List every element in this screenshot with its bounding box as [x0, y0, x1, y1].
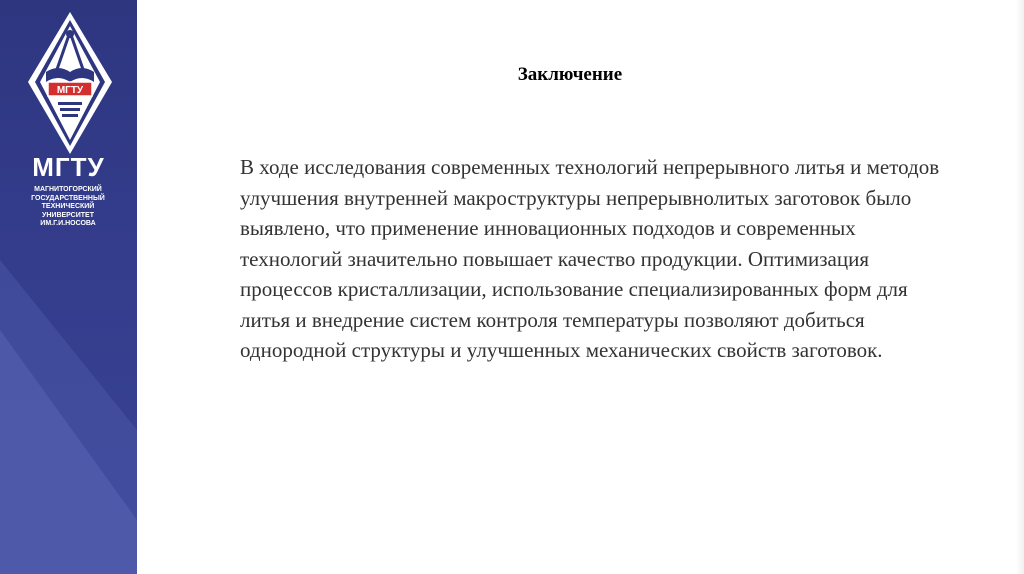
university-name-line: ГОСУДАРСТВЕННЫЙ: [31, 194, 105, 202]
slide-title: Заключение: [517, 64, 623, 85]
university-full-name: [18, 186, 118, 229]
slide-edge: [1016, 0, 1024, 574]
university-name-line: ИМ.Г.И.НОСОВА: [40, 220, 96, 227]
university-name-line: ТЕХНИЧЕСКИЙ: [41, 203, 95, 210]
logo-text: МГТУ: [56, 85, 84, 96]
university-name-line: МАГНИТОГОРСКИЙ: [34, 186, 102, 193]
university-wordmark: МГТУ: [32, 152, 105, 182]
university-name-line: УНИВЕРСИТЕТ: [42, 211, 94, 219]
conclusion-paragraph: В ходе исследования современных технологий непрерывного литья и методов улучшения внутренней макроструктуры непрерывнолитых заготовок было выявлено, что применение инновационных подходов и современных технологий значительно повышает качество продукции. Оптимизация процессов кристаллизации, использование специализированных форм для литья и внедрение систем контроля температуры позволяют добиться однородной структуры и улучшенных механических свойств заготовок.: [240, 155, 940, 362]
university-logo: [24, 8, 116, 158]
sidebar-panel: [0, 0, 137, 574]
